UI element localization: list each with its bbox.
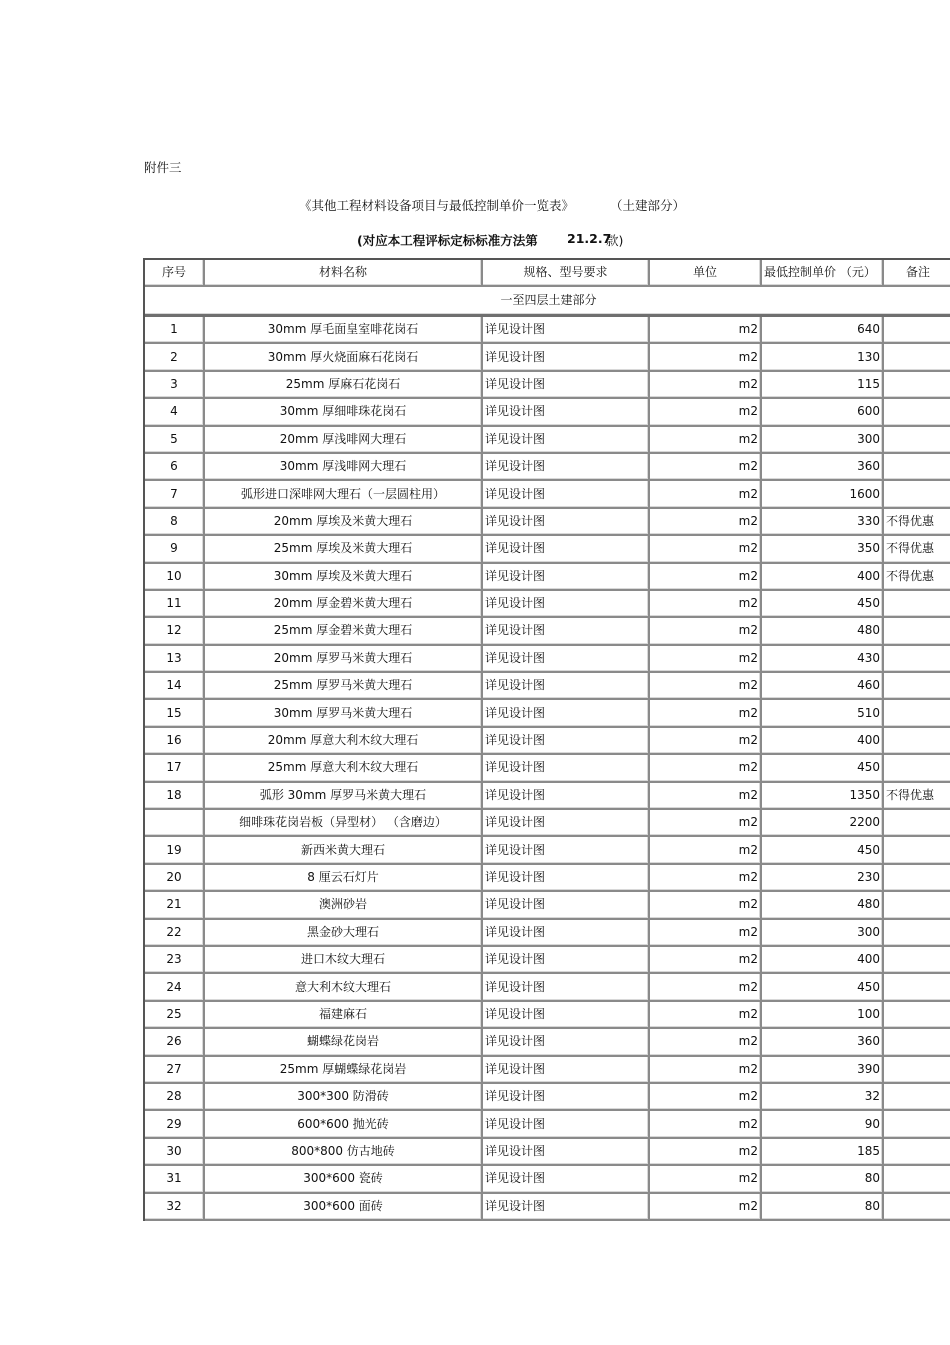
cell-price: 450: [762, 974, 884, 1001]
cell-note: [884, 1057, 950, 1084]
subtitle-suffix: 款): [606, 233, 624, 248]
cell-material-name: 弧形 30mm 厚罗马米黄大理石: [205, 783, 483, 810]
cell-unit: m2: [650, 728, 762, 755]
table-row: [145, 317, 950, 344]
cell-note: [884, 1166, 950, 1193]
cell-price: 450: [762, 837, 884, 864]
cell-unit: m2: [650, 536, 762, 563]
cell-spec: 详见设计图: [483, 755, 650, 782]
cell-no: 20: [145, 865, 205, 892]
cell-unit: m2: [650, 892, 762, 919]
table-row: [145, 646, 950, 673]
cell-material-name: 30mm 厚细啡珠花岗石: [205, 399, 483, 426]
cell-price: 400: [762, 564, 884, 591]
cell-spec: 详见设计图: [483, 700, 650, 727]
cell-no: 21: [145, 892, 205, 919]
cell-spec: 详见设计图: [483, 920, 650, 947]
cell-no: 29: [145, 1111, 205, 1138]
cell-material-name: 25mm 厚埃及米黄大理石: [205, 536, 483, 563]
cell-material-name: 意大利木纹大理石: [205, 974, 483, 1001]
cell-unit: m2: [650, 700, 762, 727]
cell-price: 460: [762, 673, 884, 700]
cell-price: 640: [762, 317, 884, 344]
cell-spec: 详见设计图: [483, 1194, 650, 1221]
cell-unit: m2: [650, 591, 762, 618]
cell-unit: m2: [650, 509, 762, 536]
cell-note: [884, 728, 950, 755]
cell-note: [884, 481, 950, 508]
cell-spec: 详见设计图: [483, 1084, 650, 1111]
cell-note: 不得优惠: [884, 783, 950, 810]
cell-spec: 详见设计图: [483, 1057, 650, 1084]
table-row: [145, 783, 950, 810]
annex-label: 附件三: [144, 160, 182, 175]
cell-no: 13: [145, 646, 205, 673]
cell-price: 1350: [762, 783, 884, 810]
cell-spec: 详见设计图: [483, 837, 650, 864]
table-row: [145, 481, 950, 508]
cell-note: [884, 892, 950, 919]
title-part: （土建部分）: [610, 198, 686, 213]
cell-price: 100: [762, 1002, 884, 1029]
header-note: 备注: [884, 260, 950, 287]
cell-unit: m2: [650, 317, 762, 344]
cell-price: 32: [762, 1084, 884, 1111]
cell-no: 25: [145, 1002, 205, 1029]
cell-note: [884, 1029, 950, 1056]
cell-price: 230: [762, 865, 884, 892]
cell-material-name: 澳洲砂岩: [205, 892, 483, 919]
cell-spec: 详见设计图: [483, 892, 650, 919]
cell-spec: 详见设计图: [483, 344, 650, 371]
cell-unit: m2: [650, 1139, 762, 1166]
cell-no: 5: [145, 427, 205, 454]
cell-spec: 详见设计图: [483, 372, 650, 399]
cell-material-name: 300*600 面砖: [205, 1194, 483, 1221]
table-row: [145, 865, 950, 892]
cell-unit: m2: [650, 564, 762, 591]
cell-material-name: 30mm 厚罗马米黄大理石: [205, 700, 483, 727]
cell-note: [884, 810, 950, 837]
cell-note: [884, 755, 950, 782]
header-spec: 规格、型号要求: [483, 260, 650, 287]
cell-note: [884, 344, 950, 371]
cell-no: 19: [145, 837, 205, 864]
cell-price: 400: [762, 947, 884, 974]
cell-note: [884, 399, 950, 426]
header-no: 序号: [145, 260, 205, 287]
cell-spec: 详见设计图: [483, 536, 650, 563]
cell-no: 12: [145, 618, 205, 645]
cell-material-name: 30mm 厚浅啡网大理石: [205, 454, 483, 481]
cell-no: 11: [145, 591, 205, 618]
cell-unit: m2: [650, 454, 762, 481]
table-row: [145, 1166, 950, 1193]
cell-price: 430: [762, 646, 884, 673]
cell-spec: 详见设计图: [483, 618, 650, 645]
table-row: [145, 1194, 950, 1221]
cell-spec: 详见设计图: [483, 399, 650, 426]
cell-price: 450: [762, 591, 884, 618]
cell-unit: m2: [650, 399, 762, 426]
cell-unit: m2: [650, 372, 762, 399]
cell-spec: 详见设计图: [483, 1029, 650, 1056]
cell-no: 17: [145, 755, 205, 782]
cell-material-name: 25mm 厚麻石花岗石: [205, 372, 483, 399]
table-row: [145, 755, 950, 782]
cell-spec: 详见设计图: [483, 646, 650, 673]
cell-note: [884, 920, 950, 947]
cell-unit: m2: [650, 810, 762, 837]
cell-no: 24: [145, 974, 205, 1001]
cell-material-name: 600*600 抛光砖: [205, 1111, 483, 1138]
cell-unit: m2: [650, 1057, 762, 1084]
cell-no: 9: [145, 536, 205, 563]
cell-note: 不得优惠: [884, 509, 950, 536]
cell-spec: 详见设计图: [483, 1139, 650, 1166]
cell-no: 27: [145, 1057, 205, 1084]
cell-note: [884, 673, 950, 700]
cell-spec: 详见设计图: [483, 728, 650, 755]
cell-material-name: 新西米黄大理石: [205, 837, 483, 864]
header-price: 最低控制单价 （元）: [762, 260, 884, 287]
cell-price: 400: [762, 728, 884, 755]
cell-unit: m2: [650, 1084, 762, 1111]
cell-material-name: 弧形进口深啡网大理石（一层圆柱用）: [205, 481, 483, 508]
cell-note: [884, 700, 950, 727]
cell-no: 8: [145, 509, 205, 536]
cell-price: 450: [762, 755, 884, 782]
cell-no: 1: [145, 317, 205, 344]
table-row: [145, 454, 950, 481]
cell-material-name: 300*300 防滑砖: [205, 1084, 483, 1111]
cell-spec: 详见设计图: [483, 783, 650, 810]
cell-price: 185: [762, 1139, 884, 1166]
cell-spec: 详见设计图: [483, 591, 650, 618]
table-row: [145, 536, 950, 563]
cell-price: 480: [762, 618, 884, 645]
cell-price: 80: [762, 1166, 884, 1193]
cell-price: 90: [762, 1111, 884, 1138]
cell-price: 2200: [762, 810, 884, 837]
table-row: [145, 728, 950, 755]
cell-note: [884, 591, 950, 618]
cell-material-name: 20mm 厚埃及米黄大理石: [205, 509, 483, 536]
cell-no: 4: [145, 399, 205, 426]
cell-price: 510: [762, 700, 884, 727]
cell-material-name: 20mm 厚意大利木纹大理石: [205, 728, 483, 755]
table-row: [145, 427, 950, 454]
table-body: [145, 287, 950, 1221]
table-row: [145, 920, 950, 947]
cell-note: [884, 372, 950, 399]
table-row: [145, 344, 950, 371]
table-row: [145, 372, 950, 399]
cell-material-name: 25mm 厚罗马米黄大理石: [205, 673, 483, 700]
header-name: 材料名称: [205, 260, 483, 287]
subtitle-prefix: (对应本工程评标定标标准方法第: [357, 233, 538, 248]
cell-material-name: 进口木纹大理石: [205, 947, 483, 974]
cell-unit: m2: [650, 974, 762, 1001]
cell-note: [884, 1084, 950, 1111]
cell-note: 不得优惠: [884, 536, 950, 563]
table-row: [145, 700, 950, 727]
cell-price: 130: [762, 344, 884, 371]
cell-note: [884, 1139, 950, 1166]
cell-note: [884, 646, 950, 673]
cell-unit: m2: [650, 344, 762, 371]
cell-note: [884, 1194, 950, 1221]
cell-spec: 详见设计图: [483, 673, 650, 700]
cell-price: 80: [762, 1194, 884, 1221]
cell-no: [145, 810, 205, 837]
cell-spec: 详见设计图: [483, 564, 650, 591]
table-row: [145, 1084, 950, 1111]
cell-unit: m2: [650, 427, 762, 454]
table-row: [145, 974, 950, 1001]
cell-material-name: 25mm 厚蝴蝶绿花岗岩: [205, 1057, 483, 1084]
cell-material-name: 300*600 瓷砖: [205, 1166, 483, 1193]
table-row: [145, 673, 950, 700]
cell-note: 不得优惠: [884, 564, 950, 591]
section-row: [145, 287, 950, 317]
cell-unit: m2: [650, 837, 762, 864]
cell-no: 14: [145, 673, 205, 700]
cell-unit: m2: [650, 1029, 762, 1056]
table-row: [145, 1057, 950, 1084]
cell-note: [884, 317, 950, 344]
cell-spec: 详见设计图: [483, 865, 650, 892]
cell-spec: 详见设计图: [483, 427, 650, 454]
cell-material-name: 20mm 厚罗马米黄大理石: [205, 646, 483, 673]
cell-spec: 详见设计图: [483, 317, 650, 344]
cell-price: 1600: [762, 481, 884, 508]
table-row: [145, 399, 950, 426]
cell-no: 3: [145, 372, 205, 399]
cell-price: 480: [762, 892, 884, 919]
cell-no: 26: [145, 1029, 205, 1056]
cell-note: [884, 947, 950, 974]
cell-material-name: 蝴蝶绿花岗岩: [205, 1029, 483, 1056]
cell-no: 23: [145, 947, 205, 974]
table-header-row: [145, 260, 950, 287]
table-row: [145, 618, 950, 645]
table-row: [145, 564, 950, 591]
cell-material-name: 30mm 厚火烧面麻石花岗石: [205, 344, 483, 371]
cell-unit: m2: [650, 920, 762, 947]
cell-note: [884, 427, 950, 454]
cell-no: 30: [145, 1139, 205, 1166]
table-row: [145, 1029, 950, 1056]
cell-unit: m2: [650, 755, 762, 782]
table-row: [145, 837, 950, 864]
cell-material-name: 8 厘云石灯片: [205, 865, 483, 892]
cell-unit: m2: [650, 646, 762, 673]
cell-material-name: 20mm 厚浅啡网大理石: [205, 427, 483, 454]
cell-price: 330: [762, 509, 884, 536]
cell-spec: 详见设计图: [483, 810, 650, 837]
cell-no: 28: [145, 1084, 205, 1111]
table-row: [145, 1111, 950, 1138]
cell-spec: 详见设计图: [483, 1002, 650, 1029]
cell-price: 350: [762, 536, 884, 563]
cell-no: 31: [145, 1166, 205, 1193]
materials-price-table: [143, 258, 950, 1221]
cell-unit: m2: [650, 947, 762, 974]
cell-spec: 详见设计图: [483, 1166, 650, 1193]
cell-price: 300: [762, 427, 884, 454]
cell-unit: m2: [650, 1002, 762, 1029]
cell-no: 15: [145, 700, 205, 727]
table-row: [145, 892, 950, 919]
cell-material-name: 25mm 厚金碧米黄大理石: [205, 618, 483, 645]
cell-price: 115: [762, 372, 884, 399]
table-row: [145, 1139, 950, 1166]
cell-note: [884, 454, 950, 481]
cell-no: 18: [145, 783, 205, 810]
table-row: [145, 1002, 950, 1029]
cell-no: 16: [145, 728, 205, 755]
cell-material-name: 黑金砂大理石: [205, 920, 483, 947]
cell-unit: m2: [650, 618, 762, 645]
cell-spec: 详见设计图: [483, 509, 650, 536]
cell-note: [884, 1002, 950, 1029]
cell-material-name: 福建麻石: [205, 1002, 483, 1029]
cell-no: 22: [145, 920, 205, 947]
cell-unit: m2: [650, 1166, 762, 1193]
cell-material-name: 30mm 厚埃及米黄大理石: [205, 564, 483, 591]
cell-spec: 详见设计图: [483, 1111, 650, 1138]
header-unit: 单位: [650, 260, 762, 287]
cell-material-name: 25mm 厚意大利木纹大理石: [205, 755, 483, 782]
cell-no: 2: [145, 344, 205, 371]
cell-spec: 详见设计图: [483, 454, 650, 481]
table-row: [145, 591, 950, 618]
cell-price: 300: [762, 920, 884, 947]
cell-price: 360: [762, 1029, 884, 1056]
table-row: [145, 947, 950, 974]
cell-unit: m2: [650, 1111, 762, 1138]
title-main: 《其他工程材料设备项目与最低控制单价一览表》: [299, 198, 575, 213]
cell-spec: 详见设计图: [483, 481, 650, 508]
cell-material-name: 800*800 仿古地砖: [205, 1139, 483, 1166]
cell-unit: m2: [650, 783, 762, 810]
cell-unit: m2: [650, 673, 762, 700]
cell-note: [884, 1111, 950, 1138]
cell-material-name: 细啡珠花岗岩板（异型材） （含磨边）: [205, 810, 483, 837]
cell-no: 32: [145, 1194, 205, 1221]
subtitle-clause: 21.2.7: [567, 231, 612, 246]
table-row: [145, 509, 950, 536]
section-title: 一至四层土建部分: [145, 287, 950, 317]
table-row: [145, 810, 950, 837]
cell-price: 390: [762, 1057, 884, 1084]
cell-note: [884, 618, 950, 645]
cell-material-name: 20mm 厚金碧米黄大理石: [205, 591, 483, 618]
cell-spec: 详见设计图: [483, 974, 650, 1001]
cell-unit: m2: [650, 481, 762, 508]
cell-note: [884, 865, 950, 892]
cell-unit: m2: [650, 865, 762, 892]
cell-spec: 详见设计图: [483, 947, 650, 974]
cell-price: 600: [762, 399, 884, 426]
cell-note: [884, 974, 950, 1001]
cell-no: 10: [145, 564, 205, 591]
cell-unit: m2: [650, 1194, 762, 1221]
cell-price: 360: [762, 454, 884, 481]
cell-no: 6: [145, 454, 205, 481]
cell-no: 7: [145, 481, 205, 508]
cell-note: [884, 837, 950, 864]
cell-material-name: 30mm 厚毛面皇室啡花岗石: [205, 317, 483, 344]
